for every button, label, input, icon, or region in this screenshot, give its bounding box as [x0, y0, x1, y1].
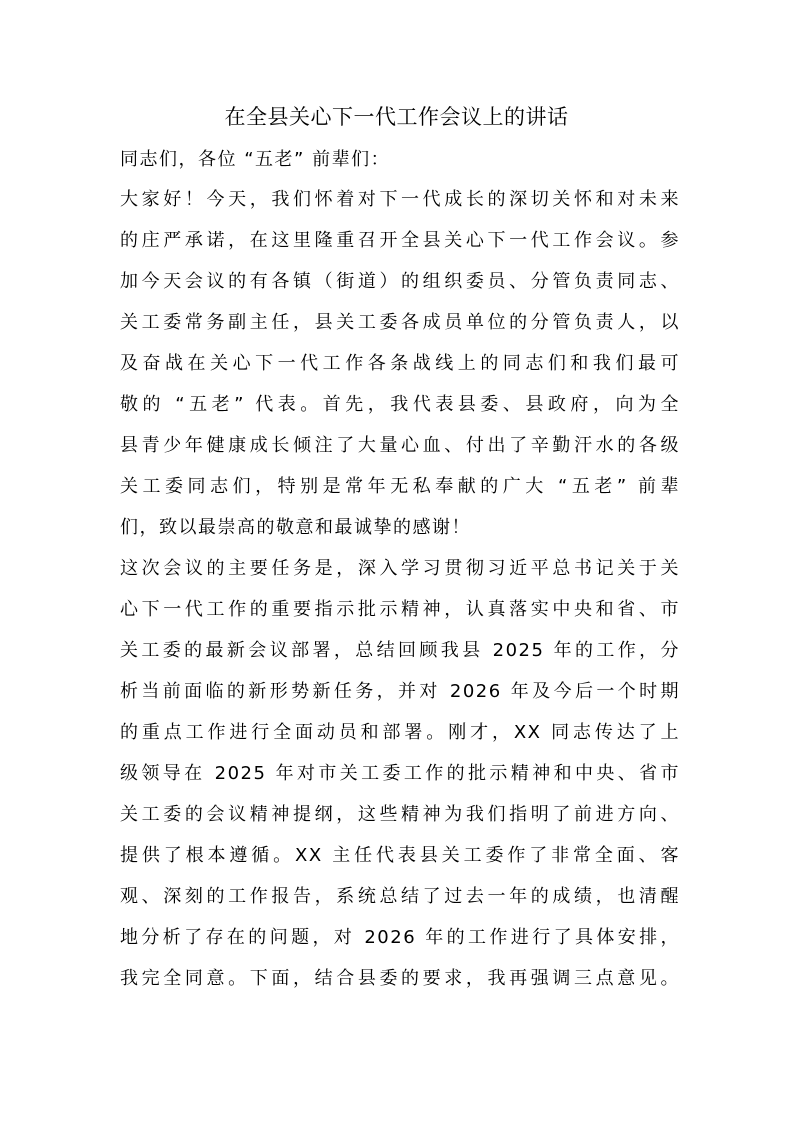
- body-line: 大家好！今天，我们怀着对下一代成长的深切关怀和对未来: [120, 189, 680, 210]
- body-line: 敬的 “五老” 代表。首先，我代表县委、县政府，向为全: [120, 394, 680, 415]
- body-line: 关工委的会议精神提纲，这些精神为我们指明了前进方向、: [120, 804, 680, 825]
- body-line: 及奋战在关心下一代工作各条战线上的同志们和我们最可: [120, 353, 680, 374]
- body-line: 提供了根本遵循。XX 主任代表县关工委作了非常全面、客: [120, 845, 680, 866]
- body-line: 观、深刻的工作报告，系统总结了过去一年的成绩，也清醒: [120, 886, 680, 907]
- body-line: 的重点工作进行全面动员和部署。刚才，XX 同志传达了上: [120, 722, 680, 743]
- body-line: 析当前面临的新形势新任务，并对 2026 年及今后一个时期: [120, 681, 680, 702]
- body-line: 关工委常务副主任，县关工委各成员单位的分管负责人，以: [120, 312, 680, 333]
- document-title: 在全县关心下一代工作会议上的讲话: [224, 105, 569, 129]
- body-line: 心下一代工作的重要指示批示精神，认真落实中央和省、市: [120, 599, 680, 620]
- body-line: 的庄严承诺，在这里隆重召开全县关心下一代工作会议。参: [120, 230, 680, 251]
- body-line: 县青少年健康成长倾注了大量心血、付出了辛勤汗水的各级: [120, 435, 680, 456]
- body-line: 级领导在 2025 年对市关工委工作的批示精神和中央、省市: [120, 763, 680, 784]
- body-line: 这次会议的主要任务是，深入学习贯彻习近平总书记关于关: [120, 558, 680, 579]
- body-line: 我完全同意。下面，结合县委的要求，我再强调三点意见。: [120, 968, 680, 989]
- body-line: 关工委的最新会议部署，总结回顾我县 2025 年的工作，分: [120, 640, 680, 661]
- body-line: 地分析了存在的问题，对 2026 年的工作进行了具体安排，: [120, 927, 680, 948]
- salutation: 同志们，各位 “五老” 前辈们：: [120, 149, 391, 170]
- body-line: 关工委同志们，特别是常年无私奉献的广大 “五老” 前辈: [120, 476, 680, 497]
- body-line: 加今天会议的有各镇（街道）的组织委员、分管负责同志、: [120, 271, 680, 292]
- body-line: 们，致以最崇高的敬意和最诚挚的感谢！: [120, 517, 471, 538]
